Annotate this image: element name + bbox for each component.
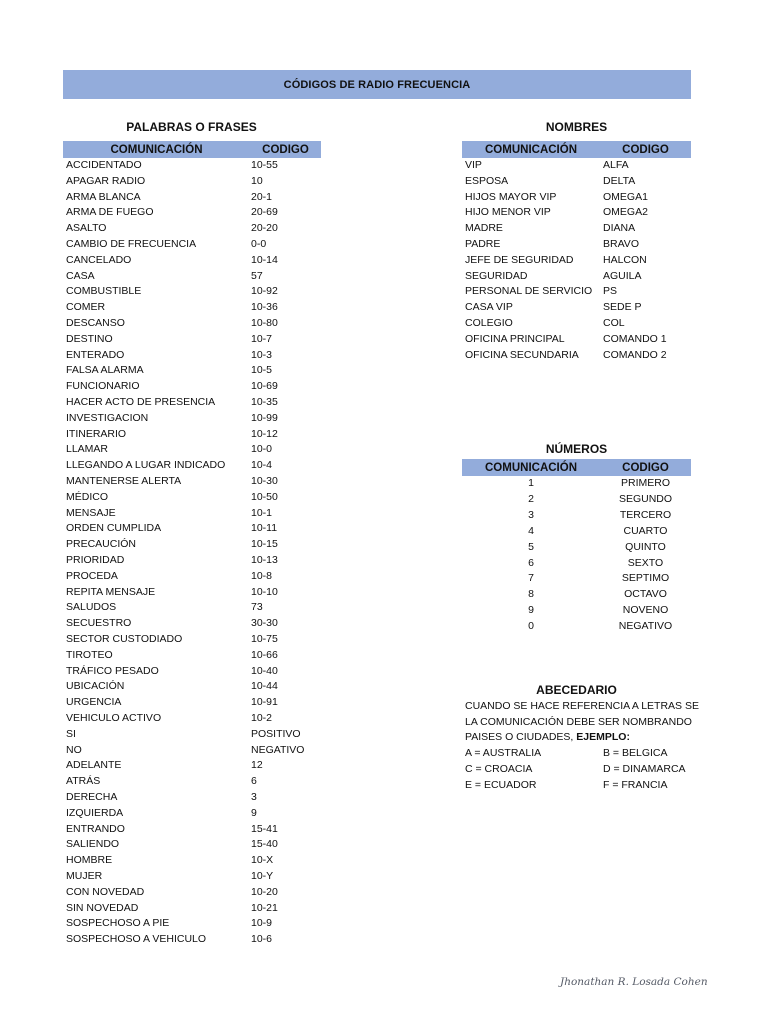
palabras-comunicacion: ORDEN CUMPLIDA (66, 522, 162, 535)
numeros-comunicacion: 0 (528, 620, 534, 633)
numeros-row (462, 540, 691, 555)
palabras-codigo: 10-9 (251, 917, 273, 930)
nombres-codigo: PS (603, 285, 618, 298)
palabras-row (66, 806, 321, 821)
palabras-comunicacion: TIROTEO (66, 648, 113, 661)
nombres-codigo: BRAVO (603, 238, 639, 250)
palabras-comunicacion: SOSPECHOSO A VEHICULO (66, 933, 207, 946)
numeros-comunicacion: 5 (528, 540, 534, 553)
palabras-codigo: 10-12 (251, 427, 278, 440)
palabras-row (66, 711, 321, 726)
palabras-row (66, 395, 321, 410)
palabras-row (66, 790, 321, 805)
author-signature: Jhonathan R. Losada Cohen (560, 976, 708, 988)
palabras-comunicacion: HACER ACTO DE PRESENCIA (66, 396, 216, 408)
abecedario-example-left: A = AUSTRALIA (465, 747, 542, 759)
palabras-codigo: 10-2 (251, 712, 273, 724)
palabras-codigo: 20-20 (251, 222, 278, 235)
numeros-codigo: CUARTO (623, 524, 668, 537)
palabras-row (66, 822, 321, 837)
palabras-comunicacion: SALIENDO (66, 838, 120, 851)
nombres-comunicacion: HIJOS MAYOR VIP (465, 190, 557, 203)
palabras-comunicacion: MÉDICO (66, 490, 108, 503)
palabras-comunicacion: NO (66, 743, 82, 756)
numeros-row (462, 556, 691, 571)
palabras-comunicacion: ARMA DE FUEGO (66, 206, 154, 219)
palabras-row (66, 490, 321, 505)
nombres-comunicacion: PERSONAL DE SERVICIO (465, 285, 593, 298)
palabras-row (66, 885, 321, 900)
palabras-codigo: 10-80 (251, 317, 278, 329)
palabras-row (66, 537, 321, 552)
palabras-codigo: 0-0 (251, 238, 267, 250)
palabras-comunicacion: CASA (66, 269, 95, 282)
abecedario-line-1: CUANDO SE HACE REFERENCIA A LETRAS SE (465, 700, 699, 712)
palabras-comunicacion: URGENCIA (66, 696, 122, 709)
palabras-comunicacion: PROCEDA (66, 569, 118, 582)
palabras-header-codigo: CODIGO (262, 143, 309, 156)
palabras-comunicacion: FUNCIONARIO (66, 380, 140, 393)
palabras-codigo: 10-5 (251, 364, 273, 377)
palabras-comunicacion: CANCELADO (66, 253, 132, 266)
palabras-row (66, 616, 321, 631)
palabras-comunicacion: SALUDOS (66, 601, 117, 614)
palabras-row (66, 379, 321, 394)
numeros-comunicacion: 6 (528, 556, 534, 569)
palabras-comunicacion: ATRÁS (66, 775, 101, 788)
palabras-codigo: 12 (251, 759, 263, 772)
nombres-comunicacion: SEGURIDAD (465, 269, 528, 282)
palabras-comunicacion: DESCANSO (66, 317, 125, 329)
numeros-header-comunicacion: COMUNICACIÓN (485, 461, 577, 474)
palabras-comunicacion: ITINERARIO (66, 427, 127, 440)
palabras-comunicacion: SECTOR CUSTODIADO (66, 633, 183, 645)
palabras-codigo: 10-44 (251, 680, 278, 693)
palabras-codigo: 73 (251, 601, 263, 614)
palabras-title: PALABRAS O FRASES (126, 120, 257, 134)
numeros-row (462, 587, 691, 602)
nombres-codigo: OMEGA2 (603, 206, 648, 219)
palabras-codigo: 20-1 (251, 190, 273, 203)
palabras-row (66, 442, 321, 457)
palabras-codigo: 10-30 (251, 475, 278, 487)
palabras-header (63, 141, 321, 158)
palabras-codigo: 10-0 (251, 443, 273, 456)
nombres-codigo: ALFA (603, 159, 629, 171)
palabras-codigo: 10-20 (251, 885, 278, 898)
numeros-header (462, 459, 691, 476)
palabras-row (66, 932, 321, 947)
nombres-comunicacion: ESPOSA (465, 174, 509, 187)
palabras-codigo: 10-35 (251, 396, 278, 408)
abecedario-example-right: D = DINAMARCA (603, 762, 686, 775)
palabras-row (66, 521, 321, 536)
palabras-codigo: 15-40 (251, 838, 278, 851)
palabras-codigo: 15-41 (251, 822, 278, 835)
palabras-row (66, 585, 321, 600)
nombres-codigo: COL (603, 317, 625, 329)
palabras-row (66, 474, 321, 489)
palabras-codigo: 10-11 (251, 522, 278, 535)
abecedario-line-3: PAISES O CIUDADES, (465, 731, 574, 744)
palabras-comunicacion: SOSPECHOSO A PIE (66, 917, 170, 930)
abecedario-row (465, 778, 690, 793)
nombres-row (465, 348, 690, 363)
palabras-comunicacion: ENTRANDO (66, 822, 125, 835)
numeros-row (462, 571, 691, 586)
palabras-row (66, 427, 321, 442)
nombres-codigo: COMANDO 1 (603, 332, 667, 345)
nombres-comunicacion: OFICINA SECUNDARIA (465, 348, 579, 361)
abecedario-example-right: F = FRANCIA (603, 778, 668, 791)
palabras-comunicacion: CON NOVEDAD (66, 885, 145, 898)
numeros-row (462, 476, 691, 491)
numeros-comunicacion: 9 (528, 604, 534, 617)
nombres-comunicacion: HIJO MENOR VIP (465, 206, 551, 219)
palabras-comunicacion: ASALTO (66, 222, 107, 235)
palabras-codigo: 10-36 (251, 301, 278, 314)
palabras-codigo: 10-55 (251, 159, 278, 171)
nombres-comunicacion: CASA VIP (465, 301, 513, 314)
palabras-row (66, 221, 321, 236)
palabras-comunicacion: MANTENERSE ALERTA (66, 475, 182, 487)
numeros-row (462, 524, 691, 539)
palabras-codigo: 10-X (251, 854, 274, 867)
abecedario-row (465, 746, 690, 761)
palabras-row (66, 237, 321, 252)
palabras-row (66, 158, 321, 173)
palabras-codigo: NEGATIVO (251, 743, 305, 756)
nombres-row (465, 174, 690, 189)
palabras-codigo: 3 (251, 791, 257, 803)
palabras-row (66, 758, 321, 773)
palabras-comunicacion: APAGAR RADIO (66, 174, 146, 187)
palabras-comunicacion: VEHICULO ACTIVO (66, 712, 162, 724)
palabras-row (66, 837, 321, 852)
nombres-codigo: HALCON (603, 253, 647, 266)
nombres-row (465, 316, 690, 331)
palabras-codigo: 10-92 (251, 285, 278, 298)
palabras-row (66, 458, 321, 473)
abecedario-line-2: LA COMUNICACIÓN DEBE SER NOMBRANDO (465, 715, 692, 728)
palabras-row (66, 190, 321, 205)
palabras-row (66, 853, 321, 868)
numeros-comunicacion: 1 (528, 477, 534, 489)
palabras-codigo: 10-14 (251, 253, 278, 266)
palabras-row (66, 916, 321, 931)
nombres-row (465, 237, 690, 252)
palabras-codigo: 10-1 (251, 506, 273, 519)
palabras-row (66, 363, 321, 378)
nombres-row (465, 158, 690, 173)
palabras-row (66, 648, 321, 663)
palabras-comunicacion: FALSA ALARMA (66, 364, 144, 377)
palabras-comunicacion: PRIORIDAD (66, 554, 125, 566)
palabras-comunicacion: PRECAUCIÓN (66, 538, 137, 551)
numeros-comunicacion: 4 (528, 524, 534, 537)
palabras-codigo: 10-13 (251, 554, 278, 566)
palabras-comunicacion: SI (66, 727, 76, 740)
palabras-row (66, 727, 321, 742)
palabras-row (66, 553, 321, 568)
nombres-row (465, 221, 690, 236)
numeros-codigo: PRIMERO (620, 477, 670, 489)
nombres-row (465, 284, 690, 299)
palabras-header-comunicacion: COMUNICACIÓN (110, 143, 203, 156)
palabras-codigo: 10-50 (251, 490, 278, 503)
palabras-comunicacion: SECUESTRO (66, 617, 132, 630)
palabras-codigo: 30-30 (251, 617, 278, 630)
numeros-codigo: SEPTIMO (621, 572, 670, 585)
palabras-comunicacion: LLEGANDO A LUGAR INDICADO (66, 459, 226, 472)
palabras-row (66, 901, 321, 916)
palabras-row (66, 205, 321, 220)
palabras-codigo: 10-69 (251, 380, 278, 393)
nombres-codigo: DELTA (603, 174, 636, 187)
palabras-codigo: 10 (251, 174, 263, 187)
page-title-bar (63, 70, 691, 99)
palabras-comunicacion: COMER (66, 301, 106, 314)
nombres-comunicacion: VIP (465, 159, 482, 171)
palabras-comunicacion: COMBUSTIBLE (66, 285, 142, 298)
palabras-codigo: 6 (251, 775, 257, 788)
numeros-comunicacion: 7 (528, 572, 534, 585)
palabras-comunicacion: LLAMAR (66, 443, 109, 456)
nombres-row (465, 253, 690, 268)
numeros-codigo: QUINTO (625, 540, 666, 553)
palabras-codigo: 10-21 (251, 901, 278, 914)
palabras-codigo: 10-7 (251, 332, 273, 345)
palabras-comunicacion: REPITA MENSAJE (66, 585, 156, 598)
numeros-header-codigo: CODIGO (622, 461, 669, 474)
palabras-row (66, 269, 321, 284)
nombres-title: NOMBRES (545, 120, 608, 134)
palabras-comunicacion: HOMBRE (66, 854, 113, 867)
nombres-header-comunicacion: COMUNICACIÓN (485, 143, 577, 156)
abecedario-title: ABECEDARIO (536, 683, 617, 697)
palabras-codigo: 10-91 (251, 696, 278, 709)
palabras-codigo: POSITIVO (251, 727, 301, 740)
palabras-row (66, 632, 321, 647)
abecedario-example-right: B = BELGICA (603, 747, 668, 759)
abecedario-example-left: C = CROACIA (465, 762, 533, 775)
numeros-comunicacion: 8 (528, 588, 534, 601)
nombres-header-codigo: CODIGO (622, 143, 669, 156)
numeros-row (462, 603, 691, 618)
nombres-row (465, 190, 690, 205)
nombres-codigo: AGUILA (603, 269, 642, 282)
palabras-comunicacion: ENTERADO (66, 348, 125, 361)
palabras-comunicacion: DERECHA (66, 791, 118, 803)
palabras-codigo: 10-40 (251, 664, 278, 677)
nombres-row (465, 332, 690, 347)
nombres-comunicacion: JEFE DE SEGURIDAD (465, 253, 574, 266)
numeros-row (462, 492, 691, 507)
nombres-row (465, 205, 690, 220)
palabras-row (66, 679, 321, 694)
palabras-row (66, 348, 321, 363)
palabras-codigo: 10-6 (251, 933, 273, 946)
palabras-comunicacion: TRÁFICO PESADO (66, 664, 159, 677)
palabras-comunicacion: SIN NOVEDAD (66, 901, 139, 914)
nombres-comunicacion: MADRE (465, 222, 503, 235)
numeros-row (462, 619, 691, 634)
palabras-row (66, 506, 321, 521)
page-title: CÓDIGOS DE RADIO FRECUENCIA (283, 78, 471, 91)
palabras-row (66, 174, 321, 189)
nombres-codigo: SEDE P (603, 301, 642, 314)
palabras-codigo: 10-8 (251, 569, 273, 582)
palabras-codigo: 10-75 (251, 633, 278, 645)
palabras-comunicacion: CAMBIO DE FRECUENCIA (66, 238, 197, 250)
numeros-codigo: NOVENO (622, 604, 669, 617)
palabras-row (66, 869, 321, 884)
palabras-row (66, 284, 321, 299)
nombres-row (465, 300, 690, 315)
palabras-comunicacion: ARMA BLANCA (66, 190, 141, 203)
abecedario-example-left: E = ECUADOR (465, 778, 537, 791)
palabras-codigo: 10-3 (251, 348, 273, 361)
palabras-row (66, 600, 321, 615)
palabras-codigo: 57 (251, 269, 263, 282)
palabras-comunicacion: IZQUIERDA (66, 806, 124, 819)
nombres-codigo: OMEGA1 (603, 190, 648, 203)
nombres-codigo: COMANDO 2 (603, 348, 667, 361)
palabras-comunicacion: ADELANTE (66, 759, 122, 772)
palabras-row (66, 300, 321, 315)
nombres-row (465, 269, 690, 284)
nombres-comunicacion: COLEGIO (465, 317, 513, 329)
palabras-row (66, 695, 321, 710)
numeros-title: NÚMEROS (545, 442, 608, 456)
palabras-row (66, 253, 321, 268)
nombres-codigo: DIANA (603, 222, 636, 235)
numeros-codigo: SEXTO (627, 556, 664, 569)
numeros-codigo: OCTAVO (624, 588, 667, 601)
palabras-comunicacion: MUJER (66, 870, 103, 882)
numeros-codigo: SEGUNDO (618, 492, 673, 505)
palabras-comunicacion: INVESTIGACION (66, 411, 149, 424)
palabras-codigo: 10-15 (251, 538, 278, 551)
palabras-codigo: 10-Y (251, 870, 274, 882)
nombres-header (462, 141, 691, 158)
palabras-row (66, 411, 321, 426)
palabras-row (66, 743, 321, 758)
palabras-codigo: 10-10 (251, 585, 278, 598)
palabras-comunicacion: UBICACIÓN (66, 680, 125, 693)
palabras-codigo: 10-99 (251, 411, 278, 424)
palabras-row (66, 664, 321, 679)
palabras-codigo: 9 (251, 806, 257, 819)
palabras-comunicacion: MENSAJE (66, 506, 116, 519)
palabras-comunicacion: DESTINO (66, 332, 113, 345)
numeros-comunicacion: 2 (528, 492, 534, 505)
nombres-comunicacion: OFICINA PRINCIPAL (465, 332, 565, 345)
palabras-codigo: 20-69 (251, 206, 278, 219)
numeros-row (462, 508, 691, 523)
palabras-row (66, 569, 321, 584)
numeros-codigo: TERCERO (619, 508, 672, 521)
numeros-comunicacion: 3 (528, 508, 534, 521)
nombres-comunicacion: PADRE (465, 238, 501, 250)
palabras-row (66, 332, 321, 347)
abecedario-description (465, 699, 715, 746)
abecedario-row (465, 762, 690, 777)
palabras-row (66, 774, 321, 789)
abecedario-ejemplo: EJEMPLO: (576, 731, 630, 744)
palabras-codigo: 10-4 (251, 459, 273, 472)
palabras-row (66, 316, 321, 331)
numeros-codigo: NEGATIVO (618, 620, 673, 633)
palabras-comunicacion: ACCIDENTADO (66, 159, 142, 171)
palabras-codigo: 10-66 (251, 648, 278, 661)
